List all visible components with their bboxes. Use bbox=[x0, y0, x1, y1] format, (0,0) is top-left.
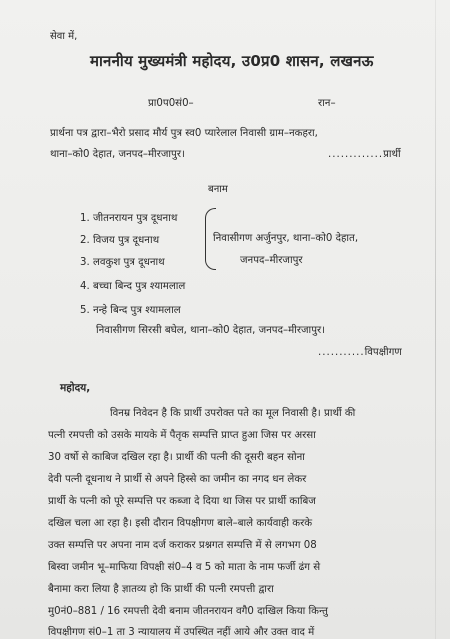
versus-heading: बनाम bbox=[208, 184, 228, 195]
respondent-1: 1. जीतनरायन पुत्र दूधनाथ bbox=[80, 213, 178, 224]
petitioner-line-2: थाना–को0 देहात, जनपद–मीरजापुर। bbox=[50, 149, 185, 160]
respondent-group-note-1: निवासीगण अर्जुनपुर, थाना–को0 देहात, bbox=[213, 233, 359, 244]
respondent-5: 5. नन्हे बिन्द पुत्र श्यामलाल bbox=[80, 305, 181, 316]
respondent-tag bbox=[318, 346, 402, 359]
respondent-residence: निवासीगण सिरसी बघेल, थाना–को0 देहात, जनपद–मीरजापुर। bbox=[96, 325, 326, 336]
date-label: रान– bbox=[318, 98, 336, 109]
petitioner-line-1: प्रार्थना पत्र द्वारा–भैरो प्रसाद मौर्य पुत्र स्व0 प्यारेलाल निवासी ग्राम–नकहरा, bbox=[50, 128, 318, 139]
body-line-3: 30 वर्षो से काबिज दखिल रहा है। प्रार्थी की पत्नी की दूसरी बहन सोना bbox=[48, 452, 305, 463]
addressee-line: माननीय मुख्यमंत्री महोदय, उ0प्र0 शासन, लखनऊ bbox=[90, 52, 374, 70]
petitioner-tag bbox=[328, 148, 401, 161]
body-line-8: बिस्वा जमीन भू–माफिया विपक्षी सं0–4 व 5 को माता के नाम फर्जी ढंग से bbox=[48, 562, 321, 573]
reference-number-label: प्रा0प0सं0– bbox=[148, 98, 194, 109]
body-line-9: बैनामा करा लिया है ज्ञातव्य हो कि प्रार्थी की पत्नी रमपत्ती द्वारा bbox=[48, 584, 274, 595]
body-line-5: प्रार्थी के पत्नी को पूरे सम्पत्ति पर कब्जा दे दिया था जिस पर प्रार्थी काबिज bbox=[48, 496, 316, 507]
body-line-2: पत्नी रमपत्ती को उसके मायके में पैतृक सम्पत्ति प्राप्त हुआ जिस पर अरसा bbox=[48, 430, 316, 441]
respondent-group-note-2: जनपद–मीरजापुर bbox=[240, 255, 303, 266]
petitioner-dots: ............. bbox=[328, 149, 384, 160]
respondent-label: विपक्षीगण bbox=[364, 347, 402, 358]
petitioner-label: प्रार्थी bbox=[383, 149, 401, 160]
body-line-4: देवी पत्नी दूधनाथ ने प्रार्थी से अपने हिस्से का जमीन का नगद धन लेकर bbox=[48, 474, 307, 485]
body-line-10: मु0नं0–881 / 16 रमपत्ती देवी बनाम जीतनरायन वगै0 दाखिल किया किन्तु bbox=[48, 606, 328, 617]
body-line-11: विपक्षीगण सं0–1 ता 3 न्यायालय में उपस्थित नहीं आये और उक्त वाद में bbox=[48, 627, 315, 638]
respondent-4: 4. बच्चा बिन्द पुत्र श्यामलाल bbox=[80, 281, 186, 292]
body-line-6: दखिल चला आ रहा है। इसी दौरान विपक्षीगण बाले–बाले कार्यवाही करके bbox=[48, 518, 313, 529]
body-line-1: विनम्र निवेदन है कि प्रार्थी उपरोक्त पते का मूल निवासी है। प्रार्थी की bbox=[110, 408, 356, 419]
respondent-3: 3. लवकुश पुत्र दूधनाथ bbox=[80, 257, 165, 268]
salutation-sir: महोदय, bbox=[60, 382, 91, 394]
paper-fold bbox=[435, 0, 436, 639]
respondent-2: 2. विजय पुत्र दूधनाथ bbox=[80, 235, 160, 246]
body-line-7: उक्त सम्पत्ति पर अपना नाम दर्ज कराकर प्रश्नगत सम्पत्ति में से लगभग 08 bbox=[48, 540, 317, 551]
respondent-dots: ........... bbox=[318, 347, 365, 358]
salutation: सेवा में, bbox=[50, 31, 78, 42]
